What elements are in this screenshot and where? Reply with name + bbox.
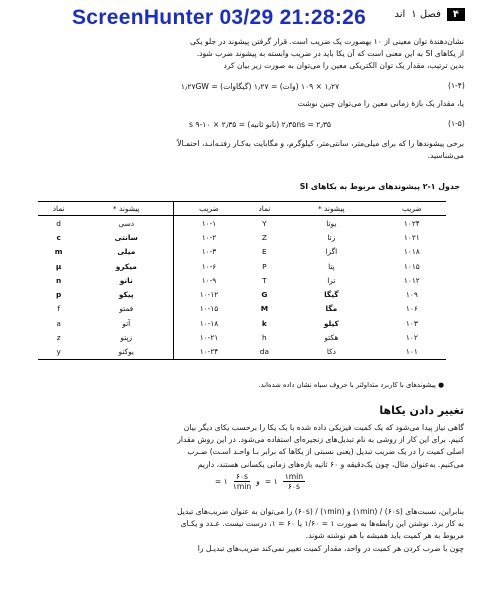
prefix-cell: سانتی (114, 232, 138, 242)
col-header: ضریب (378, 202, 446, 216)
symbol-cell: c (56, 232, 61, 242)
prefix-cell: مگا (325, 304, 338, 314)
prefix-cell: زپتو (120, 333, 133, 343)
prefix-cell: یوکتو (79, 345, 173, 360)
factor-cell: ۱۰-۱۵ (174, 302, 244, 316)
factor-cell: ۱۰۱۸ (403, 247, 420, 257)
paragraph-line: کنیم. برای این کار از روشی به نام تبدیل‌های زنجیره‌ای استفاده می‌شود. در این روش مقدار (177, 435, 464, 445)
table-row (38, 273, 446, 287)
symbol-cell: da (244, 345, 285, 360)
equation-number: (۱-۴) (448, 81, 465, 90)
symbol-cell: M (260, 304, 269, 314)
factor-cell: ۱۰۱ (378, 345, 446, 360)
book-page (0, 36, 483, 603)
table-row (38, 230, 446, 244)
numerator: ۱min (284, 472, 304, 481)
prefix-cell: دکا (285, 345, 378, 360)
paragraph-line: گاهی نیاز پیدا می‌شود که یک کمیت فیزیکی داده شده با یک یکا را برحسب یکای دیگر بیان (183, 423, 464, 432)
symbol-cell: E (262, 247, 267, 257)
prefix-cell: گیگا (324, 290, 339, 300)
factor-cell: ۱۰۲۴ (403, 218, 420, 228)
factor-cell: ۱۰-۱ (174, 216, 244, 231)
table-row (38, 330, 446, 344)
factor-cell: ۱۰۶ (405, 304, 418, 314)
page-number: ۴ (447, 8, 465, 21)
footnote-text: پیشوندهای با کاربرد متداولتر با حروف سیاه نشان داده شده‌اند. (258, 381, 436, 389)
paragraph-line: برخی پیشوندها را که برای میلی‌متر، سانتی‌متر، کیلوگرم، و مگابایت به‌کـار رفتـه‌انـد، احتمـالاً (177, 139, 464, 148)
col-header: ضریب (174, 202, 244, 216)
running-head: اند (394, 9, 406, 20)
table-row (38, 216, 446, 231)
prefix-cell: یوتا (326, 218, 337, 228)
fraction-a (233, 472, 251, 491)
denominator: ۱min (232, 482, 252, 491)
symbol-cell: y (38, 345, 79, 360)
paragraph-line: بنابراین، نسبت‌های (۶۰s) / (۱min) و (۱min) / (۶۰s) را می‌توان به عنوان ضریب‌های تبدیل (177, 507, 464, 516)
factor-cell: ۱۰۲۱ (403, 232, 420, 242)
factor-cell: ۱۰۱۲ (403, 275, 420, 285)
symbol-cell: a (56, 318, 61, 328)
paragraph-line: به کار برد. نوشتن این رابطه‌ها به صورت ۱ = ۱/۶۰ یا ۶۰ = ۱، درست نیست. عـدد و یکـای (180, 519, 464, 529)
factor-cell: ۱۰۳ (405, 318, 418, 328)
paragraph-line: می‌شناسید. (427, 151, 464, 161)
paragraph-line: نشان‌دهندهٔ توان معینی از ۱۰ بهصورت یک ضریب است. قرار گرفتن پیشوند در جلو یکی (189, 37, 464, 46)
equation-2: ۲٫۳۵ns = ۲٫۳۵ (نانو ثانیه) = ۲٫۳۵ × ۱۰-۹ s (189, 120, 331, 129)
prefix-cell: ترا (327, 275, 336, 285)
symbol-cell: µ (55, 261, 62, 271)
symbol-cell: h (262, 333, 267, 343)
fraction-and: و (256, 477, 260, 486)
paragraph-2 (24, 138, 464, 162)
section-heading: تغییر دادن یکاها (379, 404, 464, 417)
table-row (38, 316, 446, 330)
col-header: نماد (244, 202, 285, 216)
symbol-cell: z (56, 333, 61, 343)
prefix-cell: میلی (117, 247, 136, 257)
col-header: نماد (38, 202, 79, 216)
symbol-cell: n (56, 275, 62, 285)
paragraph-line: از یکاهای SI به این معنی است که آن یکا باید در ضریب وابسته به پیشوند ضرب شود. (196, 49, 464, 59)
factor-cell: ۱۰-۲۱ (174, 330, 244, 344)
factor-cell: ۱۰-۱۲ (174, 287, 244, 301)
prefix-cell: فمتو (119, 304, 134, 314)
table-caption: جدول ۱-۲ پیشوندهای مربوط به یکاهای SI (299, 182, 460, 191)
factor-cell: ۱۰-۶ (174, 259, 244, 273)
equation-1: ۱٫۲۷ × ۱۰۹ (وات) = ۱٫۲۷ (گیگاوات) = ۱٫۲۷GW (180, 82, 340, 91)
fraction-equals: = ۱ (214, 477, 228, 486)
fraction-equation (180, 472, 340, 491)
table-row (38, 345, 446, 360)
numerator: ۶۰s (235, 472, 249, 481)
fraction-equals: = ۱ (264, 477, 278, 486)
factor-cell: ۱۰۲ (405, 333, 418, 343)
chapter-label: فصل ۱ (411, 9, 441, 20)
paragraph-line: بدین ترتیب، مقدار یک توان الکتریکی معین را می‌توان به صورت زیر بیان کرد (223, 61, 464, 71)
table-row (38, 302, 446, 316)
paragraph-4 (24, 506, 464, 555)
prefix-cell: کیلو (323, 318, 339, 328)
fraction-b (283, 472, 305, 491)
table-header-row (38, 202, 446, 216)
paragraph-3 (24, 422, 464, 471)
paragraph-line: چون با ضرب کردن هر کمیت در واحد، مقدار کمیت تغییر نمی‌کند ضریب‌های تبدیـل را (197, 543, 464, 553)
table-row (38, 259, 446, 273)
paragraph-line: اصلی کمیت را در یک ضریب تبدیل (یعنی نسبتی از یکاها که برابر بـا واحـد اسـت) ضـرب (187, 447, 464, 457)
prefix-cell: هکتو (324, 333, 339, 343)
prefix-cell: دسی (118, 218, 135, 228)
table-row (38, 287, 446, 301)
factor-cell: ۱۰-۹ (174, 273, 244, 287)
paragraph-line: مربوط به هر کمیت باید همیشه با هم نوشته شوند. (305, 531, 464, 541)
prefix-cell: اگزا (325, 247, 338, 257)
paragraph-line-between: یا، مقدار یک بازهٔ زمانی معین را می‌توان چنین نوشت (297, 99, 464, 108)
prefix-cell: زتا (327, 232, 336, 242)
col-header: پیشوند * (79, 202, 173, 216)
screenshot-timestamp-banner: ScreenHunter 03/29 21:28:26 (72, 6, 367, 29)
si-prefix-table (38, 201, 446, 360)
prefix-cell: میکرو (115, 261, 137, 271)
prefix-cell: پیکو (118, 290, 134, 300)
factor-cell: ۱۰-۲۴ (174, 345, 244, 360)
paragraph-1 (24, 36, 464, 73)
symbol-cell: f (57, 304, 60, 314)
symbol-cell: T (262, 275, 267, 285)
symbol-cell: m (54, 247, 63, 257)
prefix-cell: پتا (328, 261, 335, 271)
col-header: پیشوند * (285, 202, 378, 216)
factor-cell: ۱۰۹ (405, 290, 418, 300)
factor-cell: ۱۰-۱۸ (174, 316, 244, 330)
paragraph-line: می‌کنیم. به‌عنوان مثال، چون یک‌دقیقه و ۶۰ ثانیه بازه‌های زمانی یکسانی هستند، داریم (197, 459, 464, 469)
symbol-cell: Z (261, 232, 267, 242)
prefix-cell: آتو (122, 318, 131, 328)
denominator: ۶۰s (287, 482, 300, 491)
table-row (38, 245, 446, 259)
page-header (394, 8, 465, 21)
symbol-cell: d (56, 218, 61, 228)
equation-number: (۱-۵) (448, 119, 465, 128)
factor-cell: ۱۰-۳ (174, 245, 244, 259)
factor-cell: ۱۰۱۵ (403, 261, 420, 271)
symbol-cell: P (262, 261, 267, 271)
table-footnote (40, 381, 444, 389)
prefix-cell: نانو (119, 275, 133, 285)
factor-cell: ۱۰-۲ (174, 230, 244, 244)
symbol-cell: G (261, 290, 268, 300)
symbol-cell: p (56, 290, 62, 300)
symbol-cell: k (261, 318, 267, 328)
symbol-cell: Y (262, 218, 267, 228)
bullet-icon: ● (435, 381, 444, 389)
